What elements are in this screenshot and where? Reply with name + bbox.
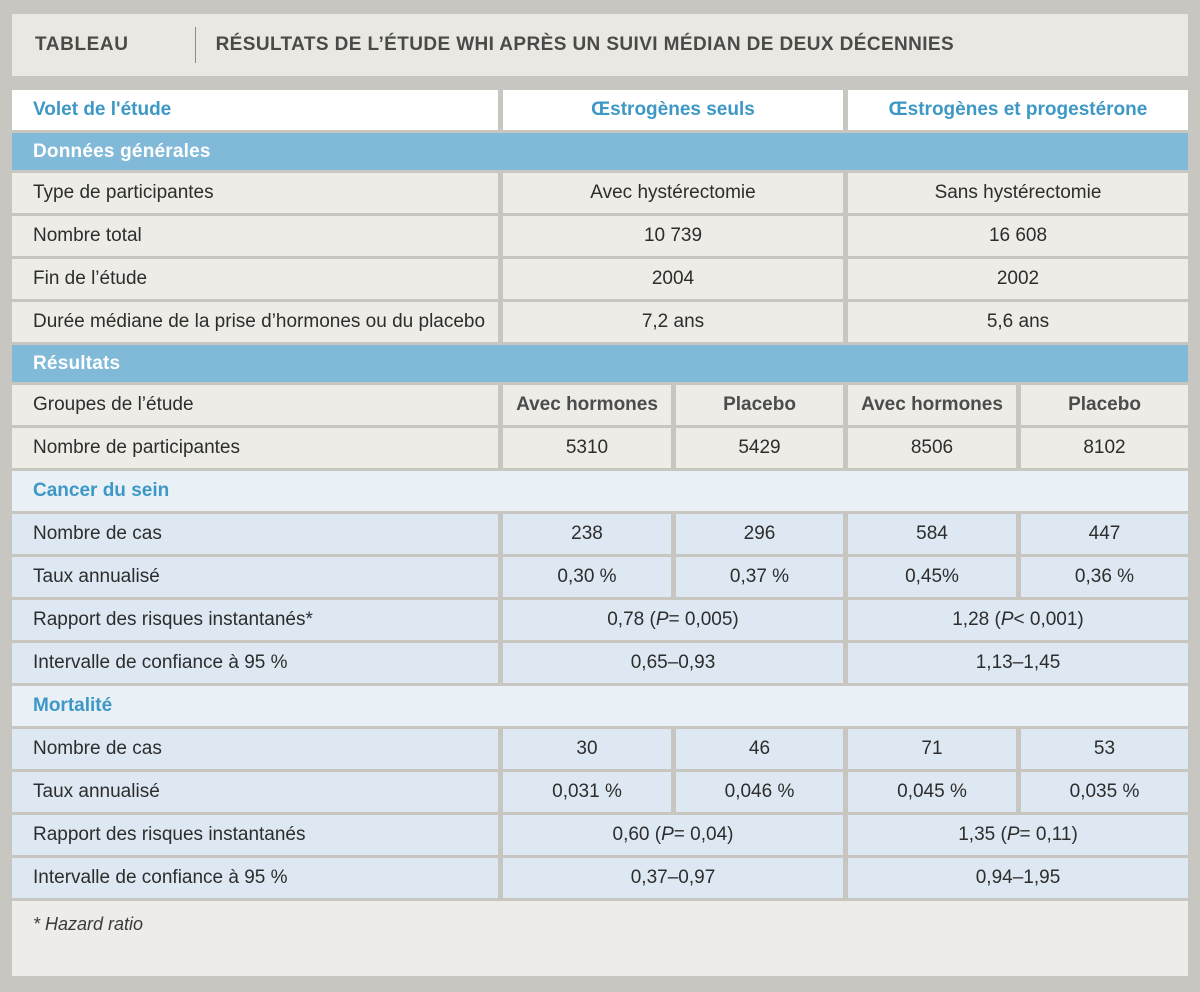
row-fin-etude (12, 259, 1188, 299)
column-header-volet: Volet de l'étude (12, 90, 498, 130)
column-header-estrogenes-seuls: Œstrogènes seuls (503, 90, 843, 130)
p-value: = 0,04) (673, 824, 734, 845)
cell-value: 8102 (1021, 428, 1188, 468)
row-duree-mediane (12, 302, 1188, 342)
row-label: Taux annualisé (12, 557, 498, 597)
header-divider (195, 27, 196, 63)
cell-value: 296 (676, 514, 843, 554)
row-label: Type de participantes (12, 173, 498, 213)
row-nombre-participantes (12, 428, 1188, 468)
cell-value: 46 (676, 729, 843, 769)
row-label: Rapport des risques instantanés (12, 815, 498, 855)
figure-kicker: TABLEAU (35, 34, 129, 55)
cell-value: 0,031 % (503, 772, 671, 812)
row-label: Nombre de cas (12, 514, 498, 554)
row-label: Rapport des risques instantanés* (12, 600, 498, 640)
footnote: * Hazard ratio (12, 901, 1188, 976)
cell-value: 0,45% (848, 557, 1016, 597)
row-label: Intervalle de confiance à 95 % (12, 643, 498, 683)
row-type-participantes (12, 173, 1188, 213)
group-header: Placebo (676, 385, 843, 425)
section-band-mortalite: Mortalité (12, 686, 1188, 726)
column-header-row (12, 90, 1188, 130)
row-cancer-intervalle-confiance (12, 643, 1188, 683)
cell-value: 0,035 % (1021, 772, 1188, 812)
p-symbol: P (1000, 609, 1014, 630)
cell-value: 447 (1021, 514, 1188, 554)
cell-value: 2004 (503, 259, 843, 299)
cell-value: 584 (848, 514, 1016, 554)
row-label: Nombre total (12, 216, 498, 256)
cell-value: 0,30 % (503, 557, 671, 597)
p-value: = 0,005) (668, 609, 739, 630)
cell-value: 8506 (848, 428, 1016, 468)
results-table (12, 90, 1188, 976)
hr-value: 0,60 ( (612, 824, 662, 845)
cell-value: 5310 (503, 428, 671, 468)
hr-value: 1,28 ( (952, 609, 1001, 630)
row-label: Intervalle de confiance à 95 % (12, 858, 498, 898)
cell-value: Sans hystérectomie (848, 173, 1188, 213)
row-label: Groupes de l’étude (12, 385, 498, 425)
group-header: Avec hormones (503, 385, 671, 425)
cell-value (503, 600, 843, 640)
cell-value: 2002 (848, 259, 1188, 299)
row-label: Nombre de participantes (12, 428, 498, 468)
section-band-donnees-generales: Données générales (12, 133, 1188, 170)
cell-value: 10 739 (503, 216, 843, 256)
cell-value: 5429 (676, 428, 843, 468)
cell-value: 0,36 % (1021, 557, 1188, 597)
row-label: Nombre de cas (12, 729, 498, 769)
row-cancer-nombre-cas (12, 514, 1188, 554)
row-nombre-total (12, 216, 1188, 256)
cell-value (848, 600, 1188, 640)
cell-value (503, 815, 843, 855)
group-header: Avec hormones (848, 385, 1016, 425)
cell-value: 53 (1021, 729, 1188, 769)
cell-value (848, 815, 1188, 855)
figure-header (12, 14, 1188, 76)
hr-value: 1,35 ( (958, 824, 1007, 845)
row-label: Taux annualisé (12, 772, 498, 812)
group-header: Placebo (1021, 385, 1188, 425)
section-band-cancer-du-sein: Cancer du sein (12, 471, 1188, 511)
cell-value: 0,37 % (676, 557, 843, 597)
cell-value: 238 (503, 514, 671, 554)
cell-value: 0,94–1,95 (848, 858, 1188, 898)
p-value: < 0,001) (1013, 609, 1084, 630)
column-header-estrogenes-progesterone: Œstrogènes et progestérone (848, 90, 1188, 130)
row-cancer-taux-annualise (12, 557, 1188, 597)
row-groupes-etude (12, 385, 1188, 425)
row-mortalite-intervalle-confiance (12, 858, 1188, 898)
p-value: = 0,11) (1019, 824, 1078, 845)
cell-value: 0,046 % (676, 772, 843, 812)
p-symbol: P (661, 824, 674, 845)
cell-value: 71 (848, 729, 1016, 769)
row-mortalite-hazard-ratio (12, 815, 1188, 855)
p-symbol: P (655, 609, 669, 630)
figure-title: RÉSULTATS DE L’ÉTUDE WHI APRÈS UN SUIVI MÉDIAN DE DEUX DÉCENNIES (215, 34, 955, 55)
hr-value: 0,78 ( (607, 609, 656, 630)
row-cancer-hazard-ratio (12, 600, 1188, 640)
cell-value: 16 608 (848, 216, 1188, 256)
cell-value: 0,65–0,93 (503, 643, 843, 683)
cell-value: 0,37–0,97 (503, 858, 843, 898)
row-label: Durée médiane de la prise d’hormones ou du placebo (12, 302, 498, 342)
row-mortalite-taux-annualise (12, 772, 1188, 812)
row-mortalite-nombre-cas (12, 729, 1188, 769)
cell-value: 1,13–1,45 (848, 643, 1188, 683)
cell-value: Avec hystérectomie (503, 173, 843, 213)
cell-value: 30 (503, 729, 671, 769)
row-label: Fin de l’étude (12, 259, 498, 299)
cell-value: 5,6 ans (848, 302, 1188, 342)
cell-value: 0,045 % (848, 772, 1016, 812)
cell-value: 7,2 ans (503, 302, 843, 342)
section-band-resultats: Résultats (12, 345, 1188, 382)
p-symbol: P (1006, 824, 1020, 845)
